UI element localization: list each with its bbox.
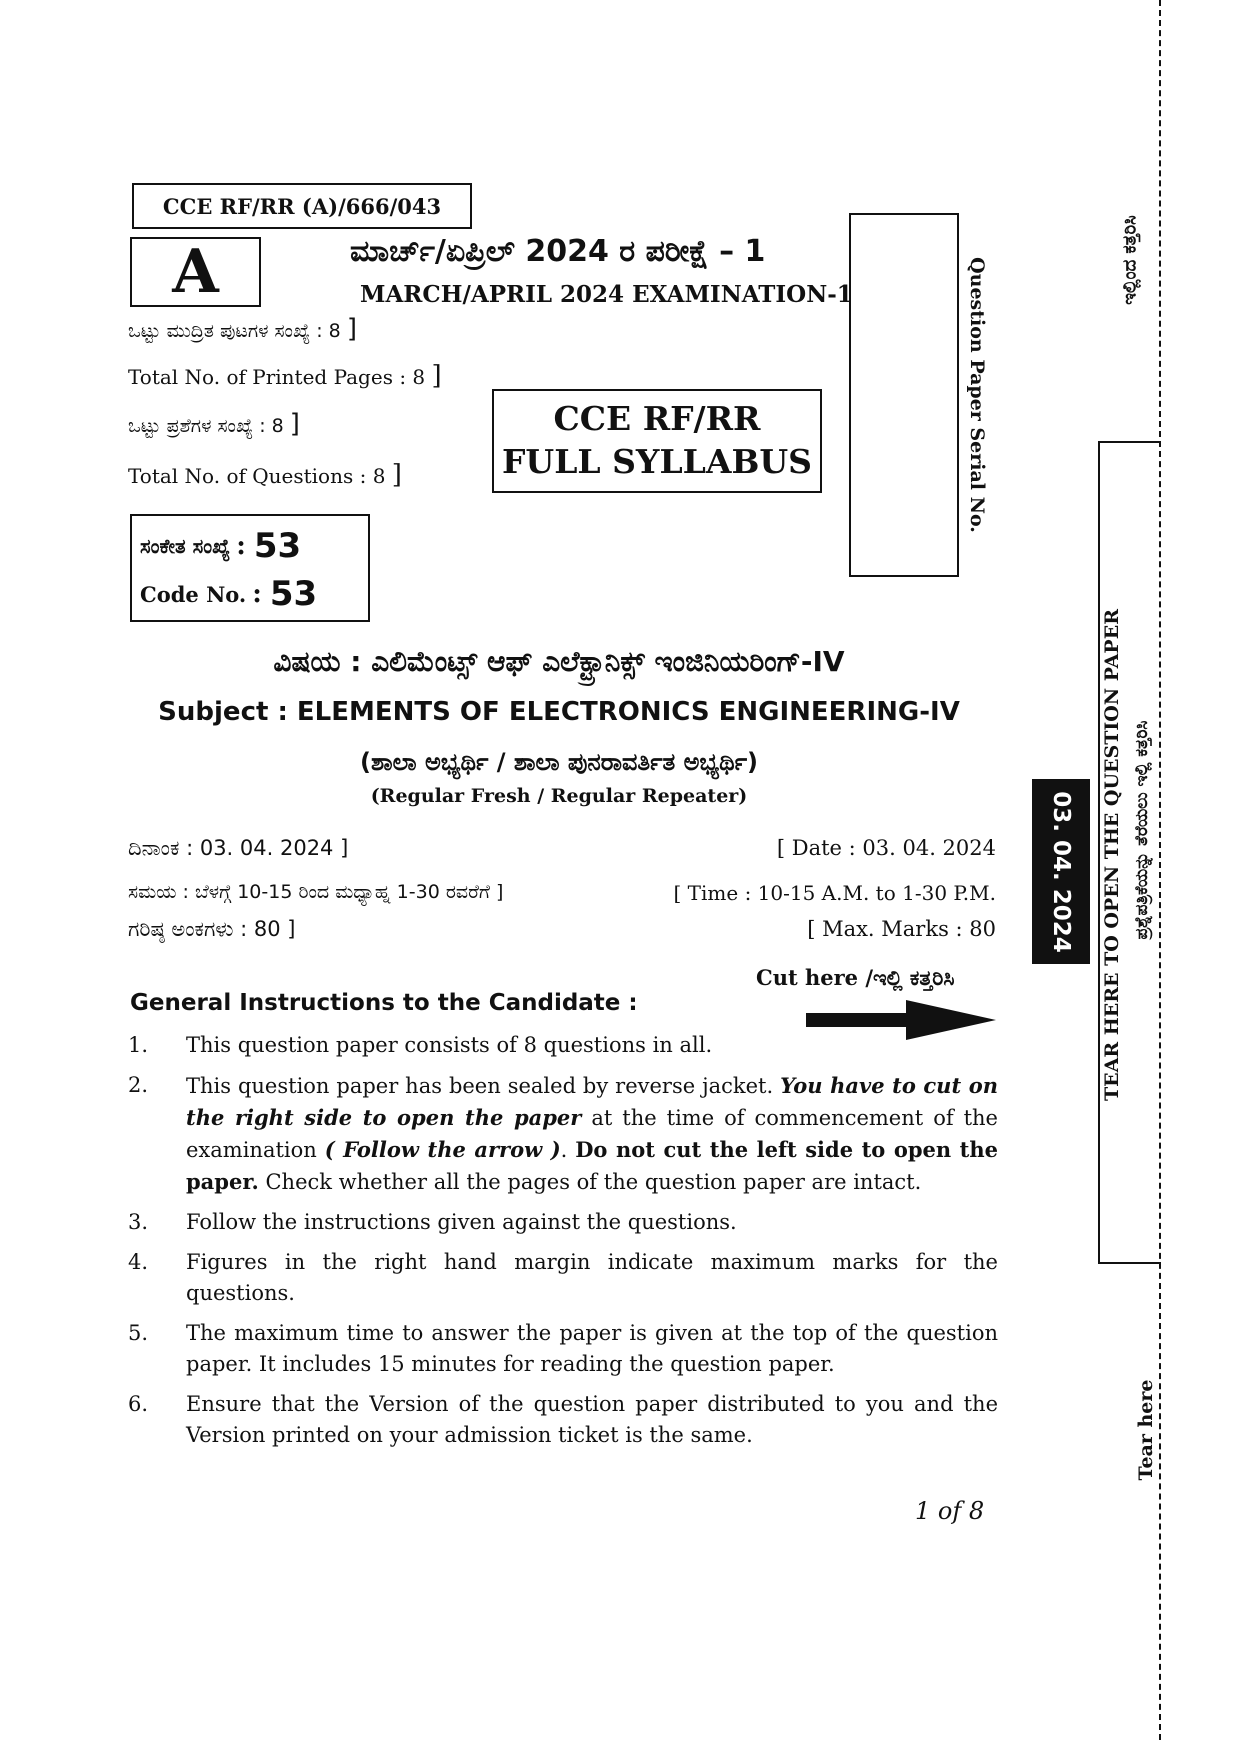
code-colon: : <box>236 531 246 561</box>
code-number-box <box>130 514 370 622</box>
candidate-category-english: (Regular Fresh / Regular Repeater) <box>370 785 748 807</box>
instruction-emphasis: You have to cut on the right side to open the paper <box>186 1073 998 1130</box>
instruction-emphasis: ( Follow the arrow ) <box>324 1137 561 1162</box>
date-english: [ Date : 03. 04. 2024 <box>776 836 996 860</box>
total-questions-english-text: Total No. of Questions : 8 <box>128 464 386 488</box>
candidate-category-kannada: (ಶಾಲಾ ಅಭ್ಯರ್ಥಿ / ಶಾಲಾ ಪುನರಾವರ್ತಿತ ಅಭ್ಯರ್ಥಿ) <box>359 748 758 776</box>
instruction-emphasis: Do not cut the left side to open the paper. <box>186 1137 998 1194</box>
instruction-text <box>186 1070 998 1198</box>
code-number: 53 <box>269 574 318 614</box>
version-letter: A <box>130 237 261 307</box>
bracket: ] <box>346 314 357 344</box>
serial-number-label-text: Question Paper Serial No. <box>966 257 988 533</box>
code-label-kannada: ಸಂಕೇತ ಸಂಖ್ಯೆ <box>140 534 231 558</box>
code-row-kannada <box>140 522 360 570</box>
time-english: [ Time : 10-15 A.M. to 1-30 P.M. <box>673 881 996 905</box>
instruction-number: 2. <box>128 1073 149 1097</box>
total-questions-kannada-text: ಒಟ್ಟು ಪ್ರಶೆಗಳ ಸಂಖ್ಯೆ : 8 <box>128 415 284 437</box>
code-row-english <box>140 570 360 618</box>
instruction-number: 5. <box>128 1321 149 1345</box>
tear-instruction-kannada: ಪ್ರಶ್ನೆಪತ್ರಿಕೆಯನ್ನು ತೆರೆಯಲು ಇಲ್ಲಿ ಕತ್ತರಿಸಿ <box>1132 720 1152 940</box>
printed-pages-english-text: Total No. of Printed Pages : 8 <box>128 365 426 389</box>
instruction-item <box>128 1389 998 1451</box>
instruction-number: 3. <box>128 1210 149 1234</box>
instruction-item <box>128 1318 998 1380</box>
instruction-text-part: at the time of commencement of the examination <box>186 1106 998 1162</box>
date-kannada: ದಿನಾಂಕ : 03. 04. 2024 ] <box>128 836 349 860</box>
printed-pages-kannada <box>128 316 357 342</box>
total-questions-english <box>128 462 402 488</box>
instruction-number: 1. <box>128 1033 149 1057</box>
tear-instruction-english: TEAR HERE TO OPEN THE QUESTION PAPER <box>1101 609 1123 1101</box>
instruction-text-part: Check whether all the pages of the question paper are intact. <box>258 1170 922 1194</box>
code-label-english: Code No. <box>140 581 247 607</box>
subject-english: Subject : ELEMENTS OF ELECTRONICS ENGINEERING-IV <box>158 697 960 727</box>
bracket: ] <box>391 460 402 490</box>
instruction-text: The maximum time to answer the paper is given at the top of the question paper. It includes 15 minutes for reading the question paper. <box>186 1321 998 1376</box>
exam-title-english: MARCH/APRIL 2024 EXAMINATION-1 <box>360 281 853 308</box>
printed-pages-english <box>128 363 442 389</box>
syllabus-box <box>492 389 822 493</box>
date-tag-text: 03. 04. 2024 <box>1048 791 1074 953</box>
bracket: ] <box>431 361 442 391</box>
cut-here-label: Cut here /ಇಲ್ಲಿ ಕತ್ತರಿಸಿ <box>756 965 955 990</box>
instruction-number: 6. <box>128 1392 149 1416</box>
page-number: 1 of 8 <box>915 1497 985 1525</box>
paper-code: CCE RF/RR (A)/666/043 <box>132 183 472 229</box>
seal-label-kannada: ಇಲ್ಲಿಂದ ಕತ್ತರಿಸಿ <box>1119 215 1141 305</box>
printed-pages-kannada-text: ಒಟ್ಟು ಮುದ್ರಿತ ಪುಟಗಳ ಸಂಖ್ಯೆ : 8 <box>128 320 341 342</box>
instruction-text: This question paper consists of 8 questions in all. <box>186 1033 713 1057</box>
instruction-item <box>128 1247 998 1309</box>
instruction-text: Follow the instructions given against the questions. <box>186 1210 737 1234</box>
exam-title-kannada: ಮಾರ್ಚ್/ಏಪ್ರಿಲ್ 2024 ರ ಪರೀಕ್ಷೆ – 1 <box>350 234 766 269</box>
max-marks-english: [ Max. Marks : 80 <box>807 917 996 941</box>
instruction-text-part: This question paper has been sealed by reverse jacket. <box>186 1074 781 1098</box>
instruction-number: 4. <box>128 1250 149 1274</box>
max-marks-kannada: ಗರಿಷ್ಠ ಅಂಕಗಳು : 80 ] <box>128 917 296 941</box>
total-questions-kannada <box>128 411 300 437</box>
syllabus-line-1: CCE RF/RR <box>553 399 761 439</box>
instruction-item <box>128 1207 998 1238</box>
instructions-heading: General Instructions to the Candidate : <box>130 990 638 1016</box>
serial-number-label <box>962 250 992 540</box>
instruction-text: Figures in the right hand margin indicate maximum marks for the questions. <box>186 1250 998 1305</box>
code-colon: : <box>252 579 262 609</box>
instruction-item <box>128 1070 998 1198</box>
tear-here-label: Tear here <box>1135 1379 1157 1481</box>
subject-kannada: ವಿಷಯ : ಎಲಿಮೆಂಟ್ಸ್ ಆಫ್ ಎಲೆಕ್ಟ್ರಾನಿಕ್ಸ್ ಇಂಜಿನಿಯರಿಂಗ್-IV <box>273 645 845 678</box>
code-number: 53 <box>253 526 302 566</box>
serial-number-box[interactable] <box>849 213 959 577</box>
time-kannada: ಸಮಯ : ಬೆಳಗ್ಗೆ 10-15 ರಿಂದ ಮಧ್ಯಾಹ್ನ 1-30 ರವರೆಗೆ ] <box>128 881 504 903</box>
syllabus-line-2: FULL SYLLABUS <box>501 442 812 481</box>
instruction-item <box>128 1030 998 1061</box>
instruction-text-part: . <box>560 1138 576 1162</box>
instructions-list <box>128 1030 998 1460</box>
instruction-text: Ensure that the Version of the question paper distributed to you and the Version printed on your admission ticket is the same. <box>186 1392 998 1447</box>
bracket: ] <box>289 409 300 439</box>
